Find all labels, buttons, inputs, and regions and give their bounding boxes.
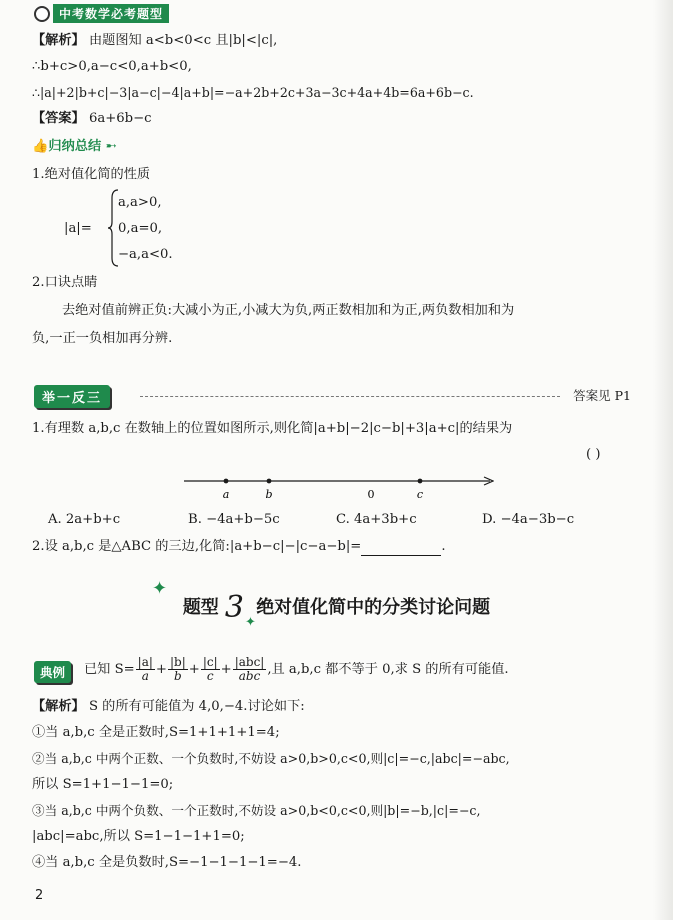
section3-title: 题型 3 绝对值化简中的分类讨论问题 [182,590,491,625]
frac-a: $\frac{|a|}{a}$ [137,655,153,683]
example-badge: 典例 [34,661,71,683]
case3: −a,a<0. [118,247,173,262]
frac-b: $\frac{|b|}{b}$ [169,655,186,683]
header-label: 中考数学必考题型 [53,4,169,23]
summary-title: 👍归纳总结 ➸ [32,139,117,154]
divider [140,396,560,397]
choice-d[interactable]: D. −4a−3b−c [482,512,575,527]
label-c: c [416,488,424,501]
question1: 1.有理数 a,b,c 在数轴上的位置如图所示,则化简|a+b|−2|c−b|+3|a+c|的结果为 [32,421,513,436]
sparkle-small-icon: ✦ [245,615,256,630]
summary-item2: 2.口诀点睛 [32,275,98,290]
practice-badge: 举一反三 [34,385,110,408]
analysis1-line1: 【解析】 由题图知 a<b<0<c 且|b|<|c|, [32,33,278,48]
abs-lhs: |a|= [64,221,92,236]
label-zero: 0 [367,488,375,501]
sparkle-icon: ✦ [152,578,168,599]
question1-paren: ( ) [586,447,601,462]
page-number: 2 [35,888,44,903]
analysis2-line3: 所以 S=1+1−1−1=0; [32,777,174,792]
summary-text2: 负,一正一负相加再分辨. [32,331,173,346]
question2: 2.设 a,b,c 是△ABC 的三边,化简:|a+b−c|−|c−a−b|= . [32,539,446,554]
point-b [267,479,272,484]
frac-abc: $\frac{\text{|abc|}}{\text{abc}}$ [234,655,265,683]
point-a [224,479,229,484]
summary-item1: 1.绝对值化简的性质 [32,167,151,182]
answer-blank[interactable] [361,541,441,556]
choice-a[interactable]: A. 2a+b+c [48,512,121,527]
case1: a,a>0, [118,195,162,210]
summary-text1: 去绝对值前辨正负:大减小为正,小减大为负,两正数相加和为正,两负数相加和为 [62,303,515,318]
point-c [418,479,423,484]
choice-c[interactable]: C. 4a+3b+c [336,512,417,527]
spiral-icon [34,6,50,22]
answer1: 【答案】 6a+6b−c [32,111,152,126]
analysis2-line5: |abc|=abc,所以 S=1−1−1+1=0; [32,829,245,844]
label-b: b [265,488,273,501]
example-question: 已知 S= $\frac{|a|}{a}$ + $\frac{|b|}{b}$ + $\frac{|c|}{c}$ + $\frac{\text{|abc|}}{\text{abc}}$ ,且 a,b,c 都不等于 0,求 S 的所有可能值. [84,655,509,683]
label-a: a [222,488,230,501]
analysis1-line2: ∴b+c>0,a−c<0,a+b<0, [32,59,192,74]
page-edge-shadow [653,0,673,920]
number-line [184,474,494,504]
choice-b[interactable]: B. −4a+b−5c [188,512,280,527]
analysis2-line1: ①当 a,b,c 全是正数时,S=1+1+1+1=4; [32,725,280,740]
analysis2-line4: ③当 a,b,c 中两个负数、一个正数时,不妨设 a>0,b<0,c<0,则|b|=−b,|c|=−c, [32,803,481,818]
frac-c: $\frac{|c|}{c}$ [202,655,218,683]
arrow-icon: ➸ [105,139,117,154]
analysis2-line6: ④当 a,b,c 全是负数时,S=−1−1−1−1=−4. [32,855,302,870]
analysis2-line2: ②当 a,b,c 中两个正数、一个负数时,不妨设 a>0,b>0,c<0,则|c|=−c,|abc|=−abc, [32,751,510,766]
section-header [34,4,169,23]
analysis2-line0: 【解析】 S 的所有可能值为 4,0,−4.讨论如下: [32,699,305,714]
analysis1-line3: ∴|a|+2|b+c|−3|a−c|−4|a+b|=−a+2b+2c+3a−3c+4a+4b=6a+6b−c. [32,85,474,100]
case2: 0,a=0, [118,221,163,236]
answer-reference: 答案见 P1 [573,388,631,403]
thumbs-up-icon: 👍 [32,139,49,154]
